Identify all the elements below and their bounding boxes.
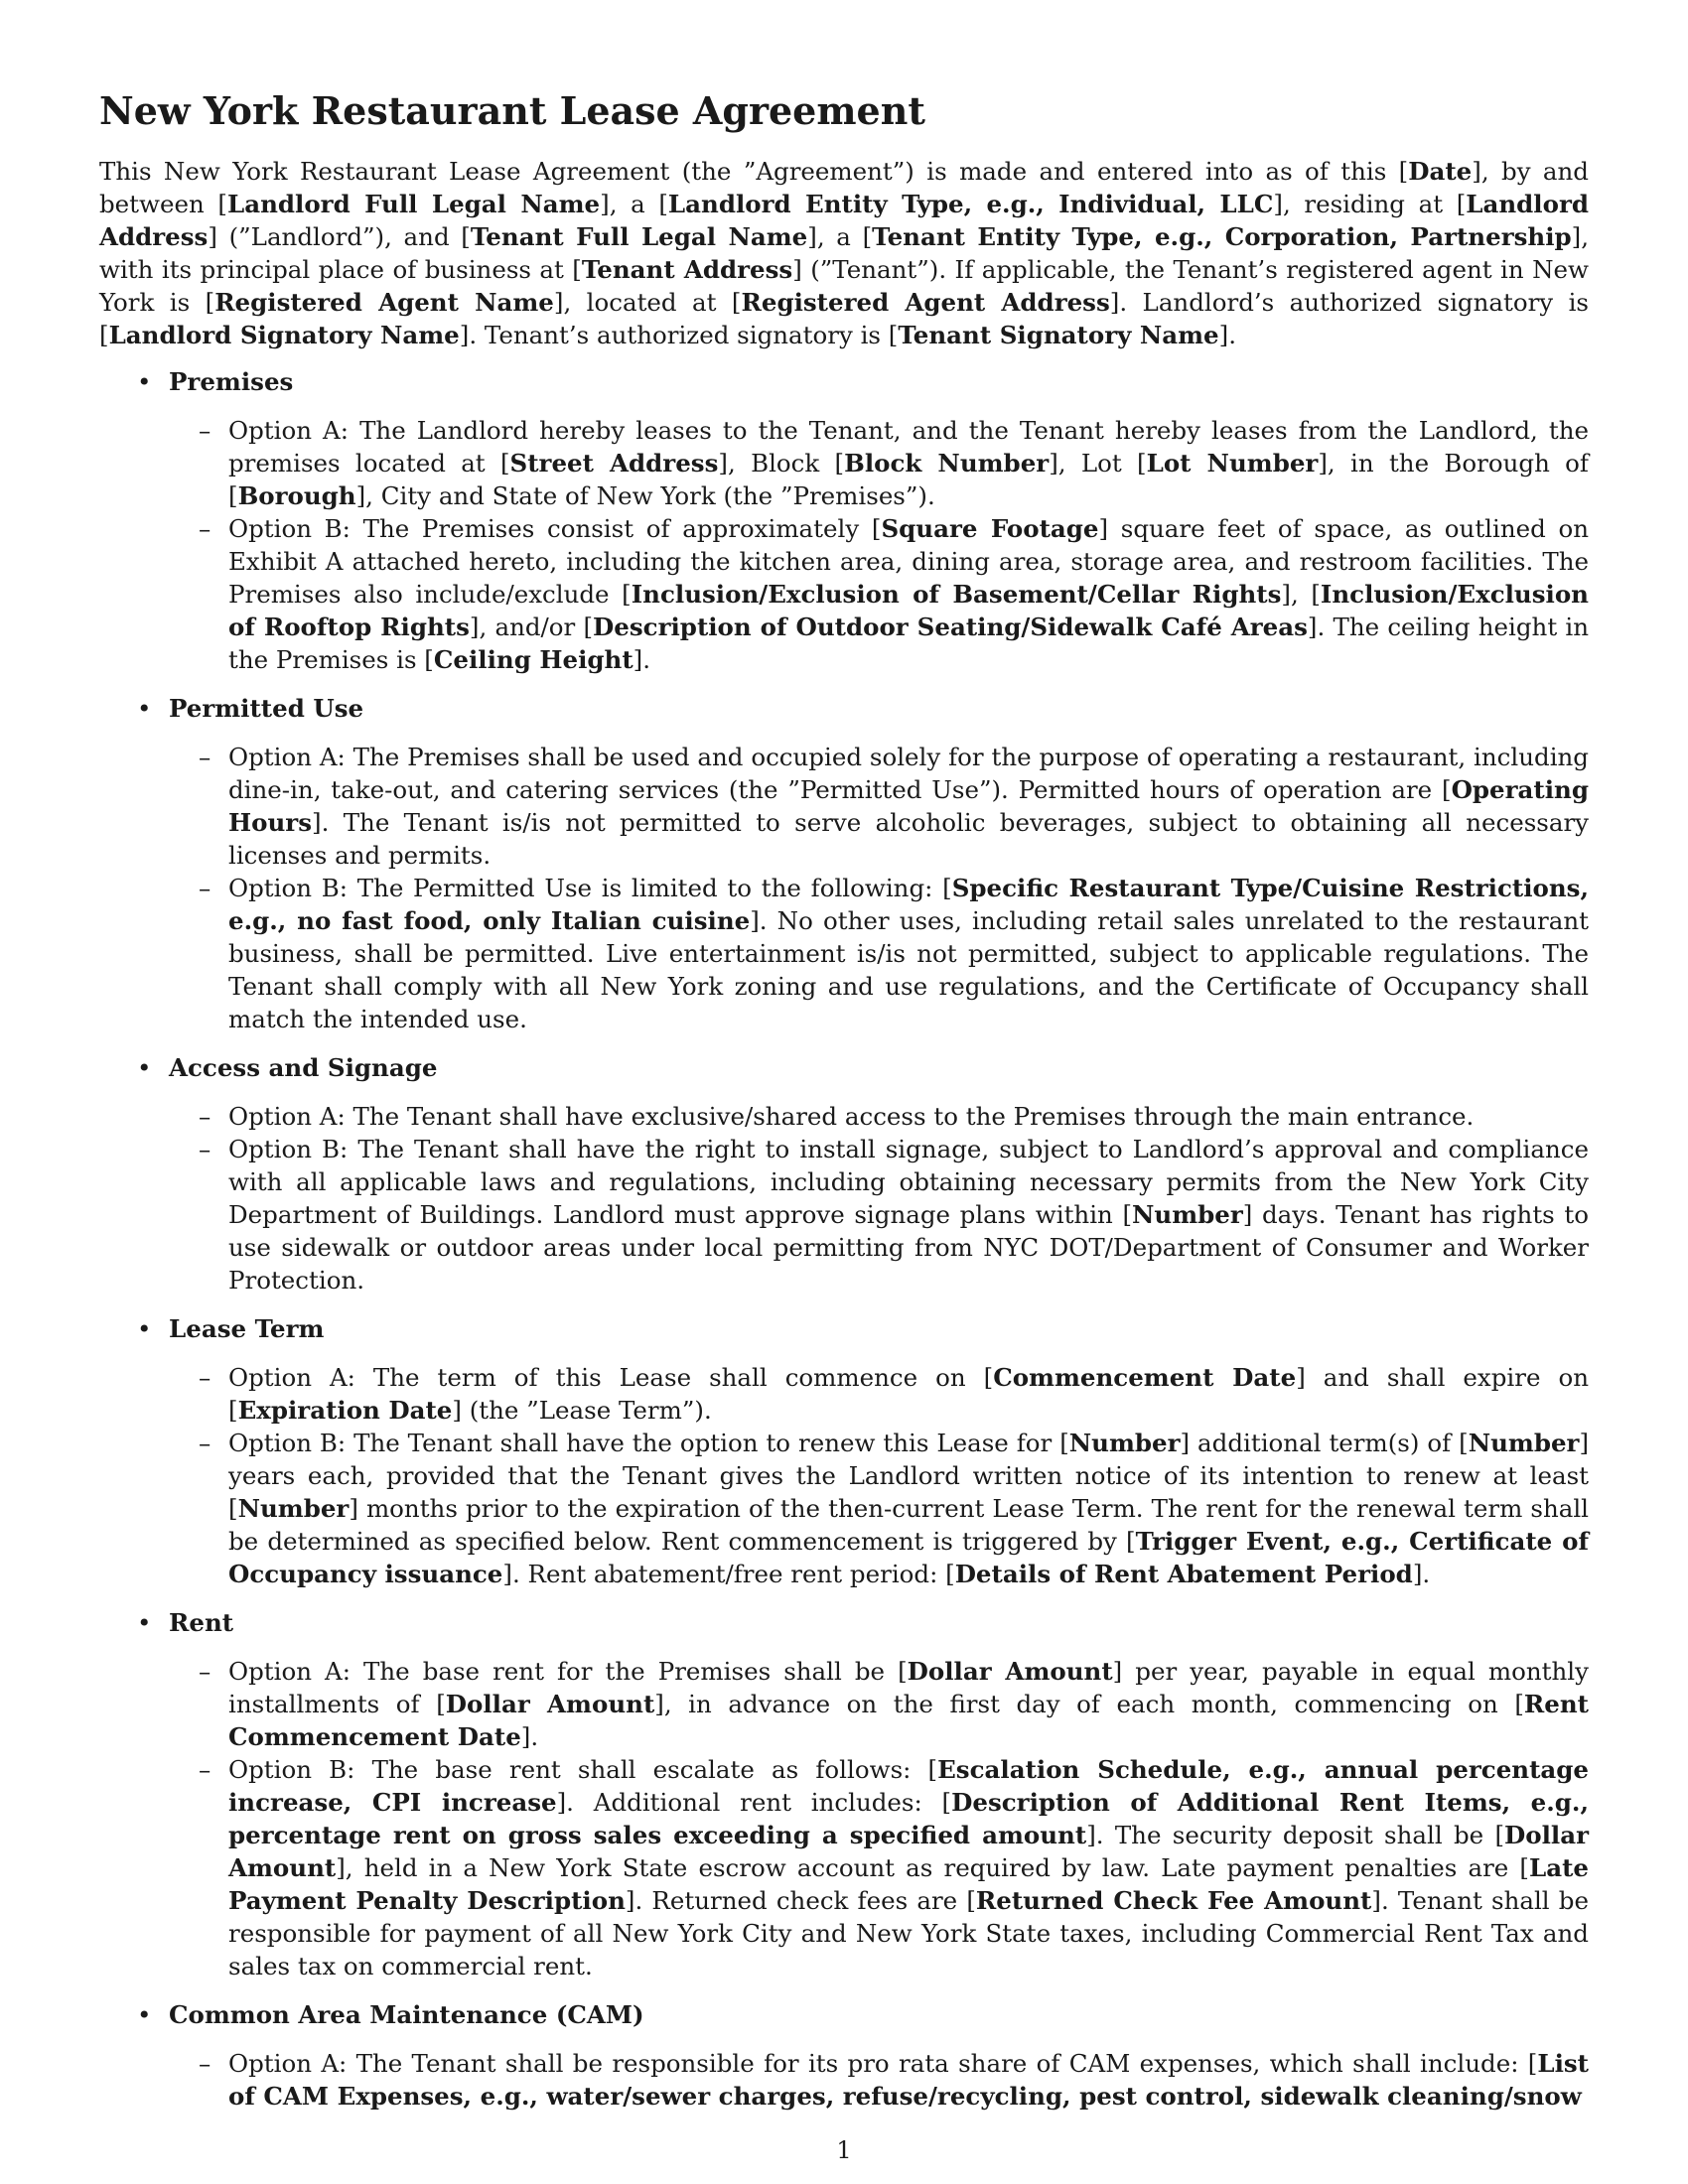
section-item [99,1998,1589,2113]
section-title: Premises [169,367,294,396]
option-text: ], held in a New York State escrow account as required by law. Late payment penalties are [ [336,1853,1529,1882]
option-placeholder: Returned Check Fee Amount [975,1886,1372,1915]
option-text: ]. [633,645,651,674]
option-text: ]. The Tenant is/is not permitted to serve alcoholic beverages, subject to obtaining all necessary licenses and permits. [228,808,1589,870]
dash-icon: – [199,743,211,771]
option-text: ], [ [1281,580,1321,609]
intro-text: ] (”Landlord”), and [ [208,222,471,251]
option-text: Option B: The Permitted Use is limited to the following: [ [228,874,952,902]
intro-placeholder: Landlord Signatory Name [108,321,460,349]
option-placeholder: Expiration Date [237,1396,453,1425]
option-list [169,1361,1589,1590]
intro-placeholder: Landlord Full Legal Name [226,190,601,218]
dash-icon: – [199,1363,211,1392]
option-placeholder: Operating Hours [228,775,1589,837]
option-text: ] per year, payable in equal monthly installments of [ [228,1657,1589,1718]
option-text: Option A: The base rent for the Premises shall be [ [228,1657,908,1686]
option-text: ]. Additional rent includes: [ [556,1788,952,1817]
option-placeholder: Late Payment Penalty Description [228,1853,1589,1915]
option-list [169,741,1589,1035]
dash-icon: – [199,1135,211,1163]
intro-text: ], a [ [807,222,873,251]
section-list [99,365,1589,2113]
option-text: ] and shall expire on [ [228,1363,1589,1425]
intro-text: ], by and between [ [99,157,1589,218]
option-placeholder: Trigger Event, e.g., Certificate of Occupancy issuance [228,1527,1590,1588]
bullet-icon: • [137,2000,152,2029]
option-item [199,741,1589,872]
document-page [99,87,1589,2128]
option-text: ]. [520,1722,539,1751]
intro-placeholder: Registered Agent Name [214,288,554,317]
option-item [199,512,1590,676]
option-text: Option A: The Premises shall be used and occupied solely for the purpose of operating a restaurant, including dine-in, take-out, and catering services (the ”Permitted Use”). Permitted hours of operation are [ [228,743,1589,804]
option-text: Option A: The term of this Lease shall commence on [ [228,1363,994,1392]
option-placeholder: Number [237,1494,350,1523]
document-title: New York Restaurant Lease Agreement [99,88,925,133]
intro-text: ]. Tenant’s authorized signatory is [ [459,321,899,349]
option-text: ], in advance on the first day of each month, commencing on [ [654,1690,1524,1718]
option-text: Option B: The Tenant shall have the option to renew this Lease for [ [228,1429,1069,1457]
option-placeholder: Number [1468,1429,1580,1457]
option-text: Option B: The base rent shall escalate as follows: [ [228,1755,938,1784]
intro-placeholder: Tenant Signatory Name [898,321,1219,349]
option-placeholder: Dollar Amount [228,1821,1589,1882]
option-text: Option A: The Tenant shall have exclusive/shared access to the Premises through the main entrance. [228,1102,1475,1131]
intro-text: ], a [ [600,190,668,218]
option-text: Option A: The Landlord hereby leases to the Tenant, and the Tenant hereby leases from the Landlord, the premises located at [ [228,416,1589,478]
dash-icon: – [199,2049,211,2078]
option-item [199,414,1589,512]
section-item [99,692,1589,1035]
option-text: ] days. Tenant has rights to use sidewalk or outdoor areas under local permitting from NYC DOT/Department of Consumer and Worker Protection. [228,1200,1589,1295]
intro-text: ], residing at [ [1273,190,1467,218]
option-placeholder: Borough [237,481,356,510]
option-text: ]. The security deposit shall be [ [1086,1821,1505,1849]
intro-placeholder: Tenant Entity Type, e.g., Corporation, Partnership [872,222,1572,251]
intro-text: ]. Landlord’s authorized signatory is [ [99,288,1589,349]
intro-text: ] (”Tenant”). If applicable, the Tenant’s registered agent in New York is [ [99,255,1589,317]
option-placeholder: Dollar Amount [445,1690,655,1718]
intro-placeholder: Tenant Address [581,255,793,284]
option-item [199,1133,1589,1297]
option-text: Option A: The Tenant shall be responsible for its pro rata share of CAM expenses, which shall include: [ [228,2049,1538,2078]
option-item [199,872,1589,1035]
intro-text: This New York Restaurant Lease Agreement (the ”Agreement”) is made and entered into as of this [ [99,157,1409,186]
option-list [169,1655,1589,1982]
option-list [169,1100,1589,1297]
section-title: Access and Signage [169,1053,438,1082]
dash-icon: – [199,1429,211,1457]
bullet-icon: • [137,1053,152,1082]
option-text: ], in the Borough of [ [228,449,1589,510]
intro-text: ], with its principal place of business at [ [99,222,1590,284]
option-text: ]. Tenant shall be responsible for payment of all New York City and New York State taxes, including Commercial Rent Tax and sales tax on commercial rent. [228,1886,1589,1980]
option-placeholder: Dollar Amount [907,1657,1113,1686]
section-item [99,1606,1589,1982]
section-item [99,365,1589,676]
option-text: ]. Returned check fees are [ [625,1886,976,1915]
option-text: Option B: The Premises consist of approximately [ [228,514,882,543]
bullet-icon: • [137,1608,152,1637]
option-list [169,414,1589,676]
option-item [199,1100,1589,1133]
option-placeholder: Square Footage [881,514,1099,543]
option-item [199,1655,1589,1753]
option-placeholder: Description of Additional Rent Items, e.g., percentage rent on gross sales exceeding a specified amount [228,1788,1589,1849]
option-text: Option B: The Tenant shall have the right to install signage, subject to Landlord’s approval and compliance with all applicable laws and regulations, including obtaining necessary permits from the New York City Department of Buildings. Landlord must approve signage plans within [ [228,1135,1589,1229]
option-text: ] additional term(s) of [ [1180,1429,1469,1457]
option-placeholder: Commencement Date [993,1363,1297,1392]
option-placeholder: Block Number [844,449,1050,478]
intro-placeholder: Tenant Full Legal Name [470,222,808,251]
section-title: Common Area Maintenance (CAM) [169,2000,644,2029]
intro-placeholder: Date [1408,157,1473,186]
option-text: ], Lot [ [1049,449,1147,478]
option-placeholder: Lot Number [1146,449,1319,478]
option-text: ] square feet of space, as outlined on Exhibit A attached hereto, including the kitchen area, dining area, storage area, and restroom facilities. The Premises also include/exclude [ [228,514,1590,609]
option-placeholder: Details of Rent Abatement Period [954,1560,1413,1588]
intro-text: ], located at [ [553,288,742,317]
section-item [99,1312,1589,1590]
option-text: ], and/or [ [469,613,594,641]
dash-icon: – [199,416,211,445]
dash-icon: – [199,1755,211,1784]
option-text: ] years each, provided that the Tenant gives the Landlord written notice of its intention to renew at least [ [228,1429,1590,1523]
option-text: ]. No other uses, including retail sales unrelated to the restaurant business, shall be permitted. Live entertainment is/is not permitted, subject to applicable regulations. The Tenant shall comply with all New York zoning and use regulations, and the Certificate of Occupancy shall match the intended use. [228,906,1589,1033]
dash-icon: – [199,1657,211,1686]
option-placeholder: Description of Outdoor Seating/Sidewalk Café Areas [593,613,1308,641]
option-placeholder: List of CAM Expenses, e.g., water/sewer charges, refuse/recycling, pest control, sidewalk cleaning/snow [228,2049,1589,2111]
option-text: ]. Rent abatement/free rent period: [ [502,1560,955,1588]
option-placeholder: Specific Restaurant Type/Cuisine Restrictions, e.g., no fast food, only Italian cuisine [228,874,1589,935]
option-text: ], Block [ [718,449,845,478]
option-text: ] (the ”Lease Term”). [452,1396,712,1425]
dash-icon: – [199,514,211,543]
option-item [199,1427,1590,1590]
option-placeholder: Inclusion/Exclusion of Basement/Cellar Rights [631,580,1282,609]
dash-icon: – [199,874,211,902]
option-placeholder: Escalation Schedule, e.g., annual percentage increase, CPI increase [228,1755,1589,1817]
option-item [199,1361,1589,1427]
section-title: Rent [169,1608,234,1637]
option-text: ]. The ceiling height in the Premises is [ [228,613,1590,674]
intro-placeholder: Landlord Address [99,190,1589,251]
intro-placeholder: Landlord Entity Type, e.g., Individual, LLC [667,190,1274,218]
section-title: Lease Term [169,1314,325,1343]
intro-placeholder: Registered Agent Address [741,288,1110,317]
section-item [99,1051,1589,1297]
dash-icon: – [199,1102,211,1131]
option-text: ]. [1412,1560,1431,1588]
option-placeholder: Inclusion/Exclusion of Rooftop Rights [228,580,1589,641]
page-number: 1 [836,2136,852,2164]
intro-paragraph [99,155,1589,351]
option-placeholder: Street Address [509,449,719,478]
section-title: Permitted Use [169,694,364,723]
option-text: ] months prior to the expiration of the then-current Lease Term. The rent for the renewal term shall be determined as specified below. Rent commencement is triggered by [ [228,1494,1589,1556]
option-item [199,2047,1589,2113]
option-placeholder: Rent Commencement Date [228,1690,1589,1751]
option-placeholder: Ceiling Height [433,645,633,674]
option-list [169,2047,1589,2113]
bullet-icon: • [137,1314,152,1343]
bullet-icon: • [137,367,152,396]
bullet-icon: • [137,694,152,723]
option-item [199,1753,1589,1982]
option-placeholder: Number [1068,1429,1181,1457]
option-text: ], City and State of New York (the ”Premises”). [355,481,935,510]
intro-text: ]. [1218,321,1237,349]
option-placeholder: Number [1132,1200,1243,1229]
